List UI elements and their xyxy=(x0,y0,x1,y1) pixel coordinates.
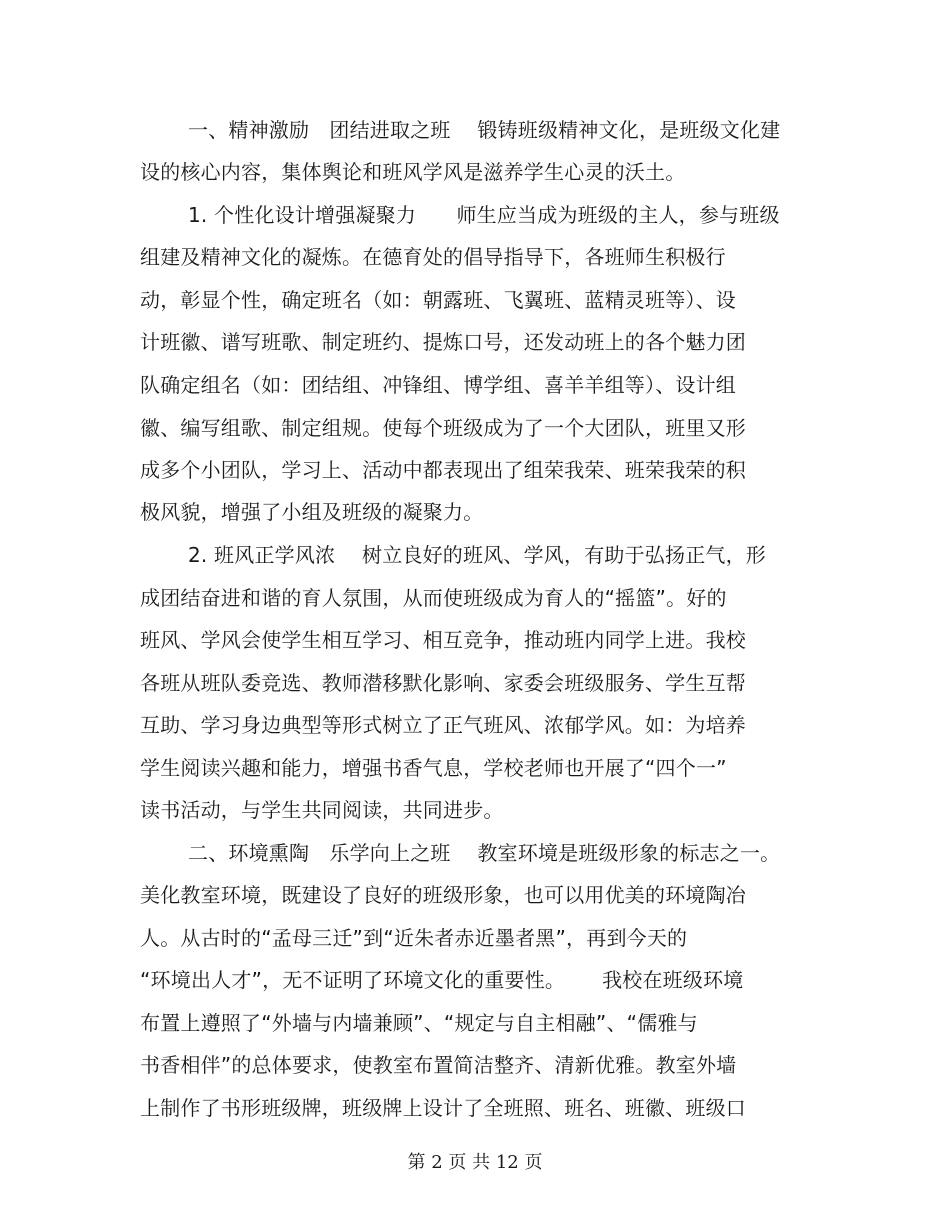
paragraph-line: 极风貌，增强了小组及班级的凝聚力。 xyxy=(140,500,484,524)
paragraph-line: 队确定组名（如：团结组、冲锋组、博学组、喜羊羊组等）、设计组 xyxy=(140,373,736,397)
page-footer: 第 2 页 共 12 页 xyxy=(407,1152,543,1173)
paragraph-line: 班风、学风会使学生相互学习、相互竞争，推动班内同学上进。我校 xyxy=(140,628,746,652)
paragraph-line: 1. 个性化设计增强凝聚力 师生应当成为班级的主人，参与班级 xyxy=(188,203,780,227)
paragraph-line: “环境出人才”，无不证明了环境文化的重要性。 我校在班级环境 xyxy=(140,968,744,992)
paragraph-line: 美化教室环境，既建设了良好的班级形象，也可以用优美的环境陶冶 xyxy=(140,883,746,907)
paragraph-line: 成团结奋进和谐的育人氛围，从而使班级成为育人的“摇篮”。好的 xyxy=(140,586,727,610)
paragraph-line: 设的核心内容，集体舆论和班风学风是滋养学生心灵的沃土。 xyxy=(140,160,686,184)
paragraph-line: 各班从班队委竞选、教师潜移默化影响、家委会班级服务、学生互帮 xyxy=(140,671,746,695)
paragraph-line: 计班徽、谱写班歌、制定班约、提炼口号，还发动班上的各个魅力团 xyxy=(140,330,746,354)
paragraph-line: 成多个小团队，学习上、活动中都表现出了组荣我荣、班荣我荣的积 xyxy=(140,458,746,482)
paragraph-line: 学生阅读兴趣和能力，增强书香气息，学校老师也开展了“四个一” xyxy=(140,756,727,780)
paragraph-line: 2. 班风正学风浓 树立良好的班风、学风，有助于弘扬正气，形 xyxy=(188,543,766,567)
paragraph-line: 人。从古时的“孟母三迁”到“近朱者赤近墨者黑”，再到今天的 xyxy=(140,926,688,950)
paragraph-line: 一、精神激励 团结进取之班 锻铸班级精神文化，是班级文化建 xyxy=(188,118,781,142)
paragraph-line: 书香相伴”的总体要求，使教室布置简洁整齐、清新优雅。教室外墙 xyxy=(140,1053,737,1077)
paragraph-line: 动，彰显个性，确定班名（如：朝露班、飞翼班、蓝精灵班等）、设 xyxy=(140,288,736,312)
paragraph-line: 徽、编写组歌、制定组规。使每个班级成为了一个大团队，班里又形 xyxy=(140,416,746,440)
paragraph-line: 互助、学习身边典型等形式树立了正气班风、浓郁学风。如：为培养 xyxy=(140,713,746,737)
paragraph-line: 组建及精神文化的凝炼。在德育处的倡导指导下，各班师生积极行 xyxy=(140,245,726,269)
paragraph-line: 读书活动，与学生共同阅读，共同进步。 xyxy=(140,798,504,822)
paragraph-line: 二、环境熏陶 乐学向上之班 教室环境是班级形象的标志之一。 xyxy=(188,841,781,865)
paragraph-line: 上制作了书形班级牌，班级牌上设计了全班照、班名、班徽、班级口 xyxy=(140,1096,746,1120)
paragraph-line: 布置上遵照了“外墙与内墙兼顾”、“规定与自主相融”、“儒雅与 xyxy=(140,1011,698,1035)
